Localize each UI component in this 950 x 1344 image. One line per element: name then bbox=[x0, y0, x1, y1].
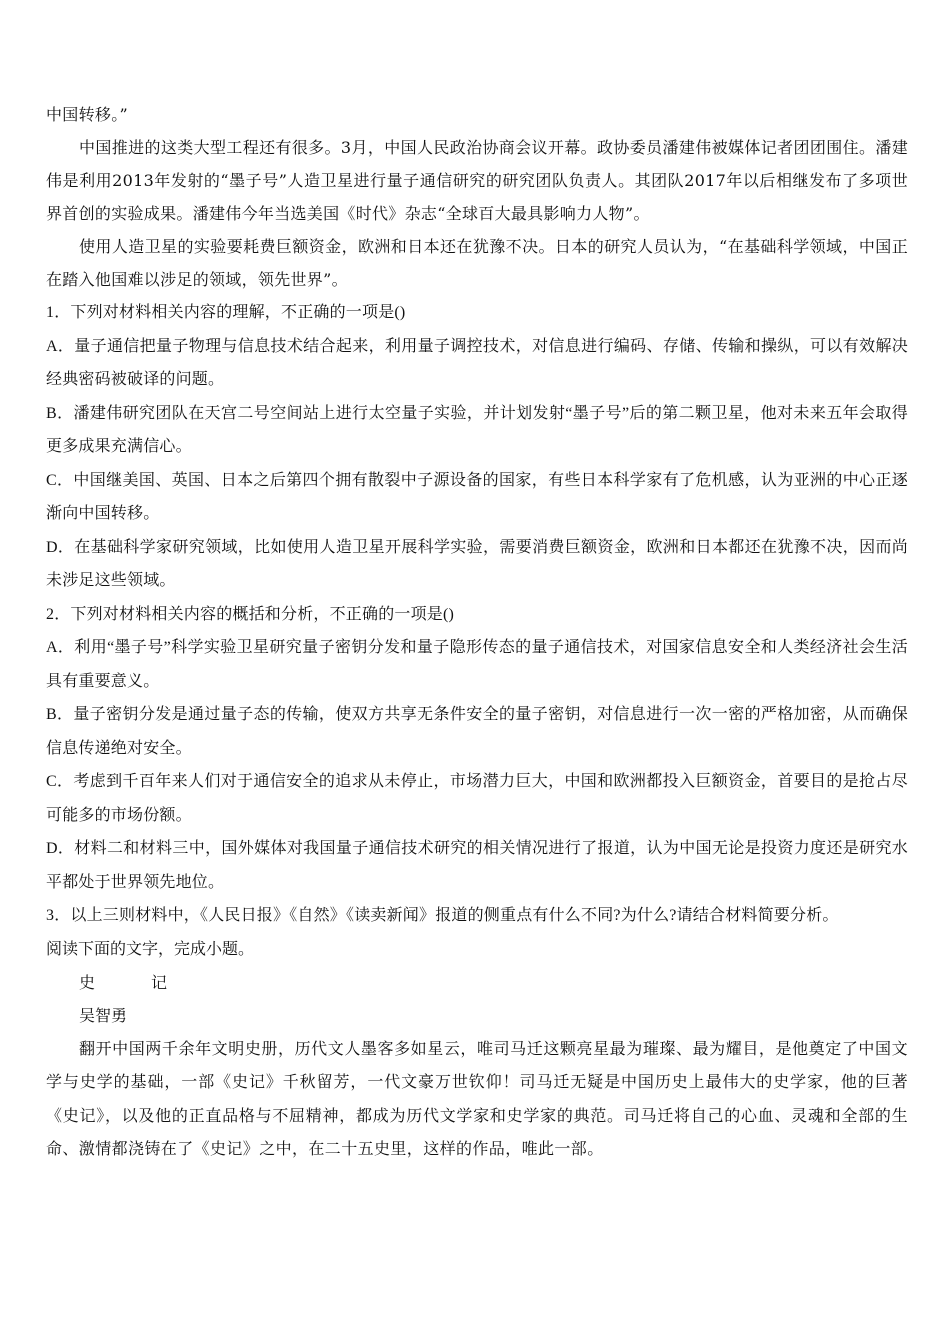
question-1-option-c[interactable]: C．中国继美国、英国、日本之后第四个拥有散裂中子源设备的国家，有些日本科学家有了危机感，认为亚洲的中心正逐渐向中国转移。 bbox=[46, 471, 908, 522]
reading-instruction: 阅读下面的文字，完成小题。 bbox=[46, 940, 255, 958]
passage-line-continuation: 中国转移。” bbox=[46, 105, 128, 124]
question-1-option-b[interactable]: B．潘建伟研究团队在天宫二号空间站上进行太空量子实验，并计划发射“墨子号”后的第二颗卫星，他对未来五年会取得更多成果充满信心。 bbox=[46, 404, 908, 455]
passage-paragraph-japan-europe: 使用人造卫星的实验要耗费巨额资金，欧洲和日本还在犹豫不决。日本的研究人员认为，“在基础科学领域，中国正在踏入他国难以涉足的领域，领先世界”。 bbox=[46, 237, 908, 289]
question-3 bbox=[46, 899, 908, 933]
question-1 bbox=[46, 296, 908, 598]
article-title bbox=[46, 966, 908, 999]
article-title-part-2: 记 bbox=[151, 972, 168, 992]
question-2-option-c[interactable]: C．考虑到千百年来人们对于通信安全的追求从未停止，市场潜力巨大，中国和欧洲都投入巨额资金，首要目的是抢占尽可能多的市场份额。 bbox=[46, 773, 908, 824]
question-2-option-b[interactable]: B．量子密钥分发是通过量子态的传输，使双方共享无条件安全的量子密钥，对信息进行一次一密的严格加密，从而确保信息传递绝对安全。 bbox=[46, 706, 908, 757]
question-1-option-a[interactable]: A．量子通信把量子物理与信息技术结合起来，利用量子调控技术，对信息进行编码、存储、传输和操纵，可以有效解决经典密码被破译的问题。 bbox=[46, 337, 908, 388]
question-3-stem: 3．以上三则材料中，《人民日报》《自然》《读卖新闻》报道的侧重点有什么不同?为什么?请结合材料简要分析。 bbox=[46, 907, 839, 924]
question-2-option-d[interactable]: D．材料二和材料三中，国外媒体对我国量子通信技术研究的相关情况进行了报道，认为中国无论是投资力度还是研究水平都处于世界领先地位。 bbox=[46, 840, 908, 891]
question-2 bbox=[46, 598, 908, 900]
article-body-paragraph: 翻开中国两千余年文明史册，历代文人墨客多如星云，唯司马迁这颗亮星最为璀璨、最为耀目，是他奠定了中国文学与史学的基础，一部《史记》千秋留芳，一代文豪万世钦仰！司马迁无疑是中国历史上最伟大的史学家，他的巨著《史记》，以及他的正直品格与不屈精神，都成为历代文学家和史学家的典范。司马迁将自己的心血、灵魂和全部的生命、激情都浇铸在了《史记》之中，在二十五史里，这样的作品，唯此一部。 bbox=[46, 1038, 908, 1158]
question-1-stem: 1．下列对材料相关内容的理解，不正确的一项是() bbox=[46, 304, 406, 321]
article-title-part-1: 史 bbox=[79, 972, 96, 992]
passage-paragraph-pan-jianwei: 中国推进的这类大型工程还有很多。3月，中国人民政治协商会议开幕。政协委员潘建伟被媒体记者团团围住。潘建伟是利用2013年发射的“墨子号”人造卫星进行量子通信研究的研究团队负责人。其团队2017年以后相继发布了多项世界首创的实验成果。潘建伟今年当选美国《时代》杂志“全球百大最具影响力人物”。 bbox=[46, 138, 908, 223]
question-1-option-d[interactable]: D．在基础科学家研究领域，比如使用人造卫星开展科学实验，需要消费巨额资金，欧洲和日本都还在犹豫不决，因而尚未涉足这些领域。 bbox=[46, 538, 908, 589]
question-2-option-a[interactable]: A．利用“墨子号”科学实验卫星研究量子密钥分发和量子隐形传态的量子通信技术，对国家信息安全和人类经济社会生活具有重要意义。 bbox=[46, 639, 908, 690]
question-2-stem: 2．下列对材料相关内容的概括和分析，不正确的一项是() bbox=[46, 605, 455, 623]
document-page bbox=[46, 98, 908, 1166]
article-author: 吴智勇 bbox=[79, 1005, 128, 1025]
